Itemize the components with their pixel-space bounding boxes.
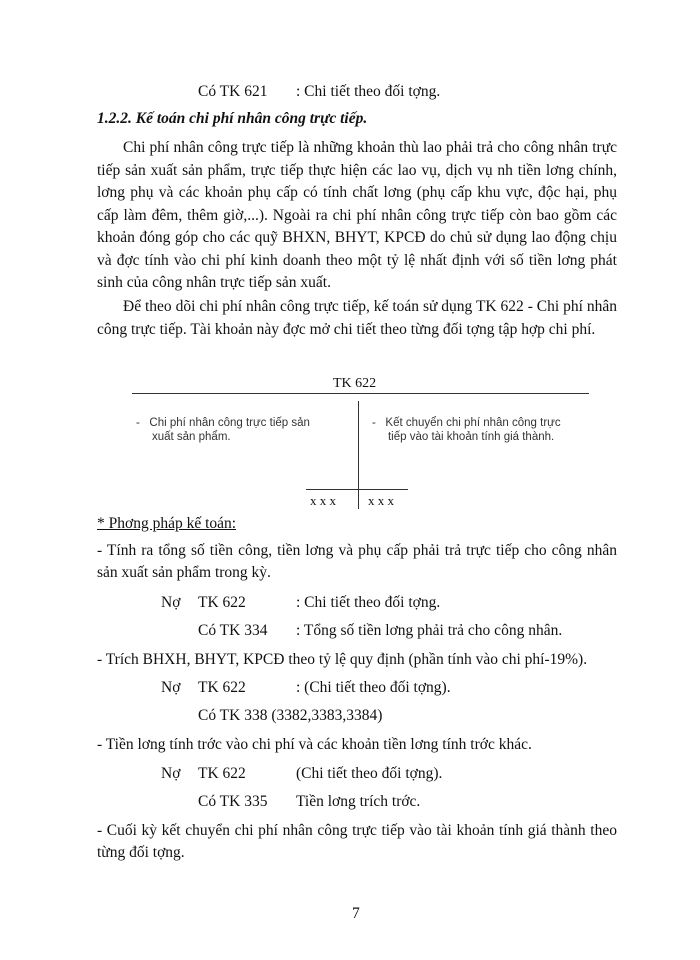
- entry-2-debit-detail: : (Chi tiết theo đối tợng).: [296, 679, 451, 696]
- t-account-top-rule: [132, 393, 589, 394]
- entry-3-debit-account: TK 622: [198, 765, 246, 782]
- page-number: 7: [352, 905, 360, 922]
- entry-2-debit-label: Nợ: [161, 679, 181, 696]
- paragraph-1: Chi phí nhân công trực tiếp là những khoản thù lao phải trả cho công nhân trực tiếp sản xuất sản phẩm, trực tiếp thực hiện các lao vụ, dịch vụ nh tiền lơng chính, lơng phụ và các khoản phụ cấp có tính chất lơng (phụ cấp khu vực, độc hại, phụ cấp làm đêm, thêm giờ,...). Ngoài ra chi phí nhân công trực tiếp còn bao gồm các khoản đóng góp cho các quỹ BHXN, BHYT, KPCĐ do chủ sử dụng lao động chịu và đợc tính vào chi phí kinh doanh theo một tỷ lệ nhất định với số tiền lơng phát sinh của công nhân trực tiếp sản xuất.: [97, 139, 617, 291]
- entry-2-debit-account: TK 622: [198, 679, 246, 696]
- entry-4-text: - Cuối kỳ kết chuyển chi phí nhân công trực tiếp vào tài khoản tính giá thành theo từng đối tợng.: [97, 822, 617, 861]
- entry-1-debit-detail: : Chi tiết theo đối tợng.: [296, 594, 441, 611]
- paragraph-2: Để theo dõi chi phí nhân công trực tiếp, kế toán sử dụng TK 622 - Chi phí nhân công trực tiếp. Tài khoản này đợc mở chi tiết theo từng đối tợng tập hợp chi phí.: [97, 298, 617, 338]
- entry-1-credit-detail: : Tổng số tiền lơng phải trả cho công nhân.: [296, 622, 563, 639]
- entry-2-credit-account: Có TK 338 (3382,3383,3384): [198, 707, 383, 724]
- t-account-credit-total: x x x: [368, 493, 394, 508]
- entry-3-credit-account: Có TK 335: [198, 793, 268, 810]
- section-heading: 1.2.2. Kế toán chi phí nhân công trực tiếp.: [97, 110, 368, 127]
- t-account-total-rule: [306, 489, 408, 490]
- entry-3-credit-detail: Tiền lơng trích trớc.: [296, 793, 421, 810]
- credit-account-621: Có TK 621: [198, 83, 268, 100]
- entry-1-debit-label: Nợ: [161, 594, 181, 611]
- t-account-debit-text: - Chi phí nhân công trực tiếp sản xuất sản phẩm.: [136, 417, 310, 443]
- method-heading: * Phơng pháp kế toán:: [97, 515, 237, 532]
- entry-3-debit-label: Nợ: [161, 765, 181, 782]
- t-account-debit-total: x x x: [310, 493, 336, 508]
- credit-detail-621: : Chi tiết theo đối tợng.: [296, 83, 441, 100]
- entry-3-text: - Tiền lơng tính trớc vào chi phí và các khoản tiền lơng tính trớc khác.: [97, 736, 532, 753]
- entry-1-credit-account: Có TK 334: [198, 622, 268, 639]
- entry-1-text: - Tính ra tổng số tiền công, tiền lơng và phụ cấp phải trả trực tiếp cho công nhân sản xuất sản phẩm trong kỳ.: [97, 542, 617, 581]
- t-account-credit-text: - Kết chuyển chi phí nhân công trực tiếp vào tài khoản tính giá thành.: [372, 417, 561, 443]
- entry-2-text: - Trích BHXH, BHYT, KPCĐ theo tỷ lệ quy định (phần tính vào chi phí-19%).: [97, 651, 588, 668]
- entry-1-debit-account: TK 622: [198, 594, 246, 611]
- t-account-divider: [358, 401, 359, 509]
- entry-3-debit-detail: (Chi tiết theo đối tợng).: [296, 765, 443, 782]
- t-account-title: TK 622: [333, 376, 377, 391]
